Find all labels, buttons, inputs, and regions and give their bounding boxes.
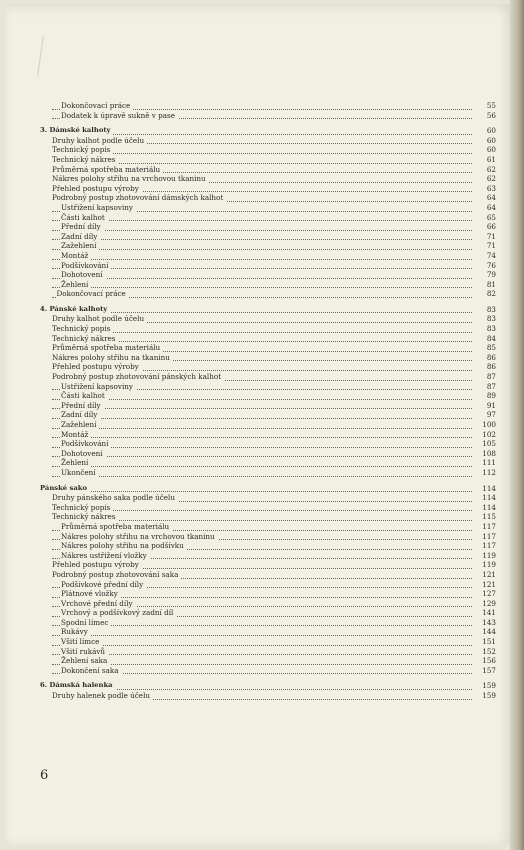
toc-entry-row <box>6 343 510 353</box>
toc-entry-row <box>6 430 510 440</box>
toc-entry-label: Druhy pánského saka podle účelu <box>52 493 178 503</box>
toc-entry-row <box>6 570 510 580</box>
toc-entry-label: Technický nákres <box>52 155 118 165</box>
toc-entry-row <box>6 599 510 609</box>
toc-entry-row <box>6 618 510 628</box>
toc-entry-row <box>6 289 510 299</box>
toc-entry-label: Ukončení <box>61 468 99 478</box>
toc-entry-label: Přehled postupu výroby <box>52 184 142 194</box>
toc-leader-dots <box>52 446 472 448</box>
toc-page-number: 76 <box>477 261 496 271</box>
paper-crease <box>37 36 49 77</box>
toc-entry-row <box>6 324 510 334</box>
toc-page-number: 83 <box>477 324 496 334</box>
toc-entry-row <box>6 184 510 194</box>
toc-entry-row <box>6 627 510 637</box>
toc-page-number: 117 <box>477 541 496 551</box>
toc-entry-label: Montáž <box>61 251 91 261</box>
toc-leader-dots <box>52 634 472 636</box>
toc-entry-row <box>6 261 510 271</box>
toc-page-number: 152 <box>477 647 496 657</box>
toc-page-number: 64 <box>477 193 496 203</box>
toc-entry-row <box>6 532 510 542</box>
toc-entry-label: Pánské sako <box>40 484 90 494</box>
toc-entry-label: Montáž <box>61 430 91 440</box>
toc-page-number: 79 <box>477 270 496 280</box>
toc-page-number: 56 <box>477 111 496 121</box>
toc-leader-dots <box>52 398 472 400</box>
toc-leader-dots <box>52 509 472 511</box>
toc-section-row <box>6 126 510 136</box>
toc-leader-dots <box>52 133 472 135</box>
toc-entry-label: Podšívkování <box>61 439 111 449</box>
toc-entry-row <box>6 560 510 570</box>
toc-entry-label: Rukávy <box>61 627 91 637</box>
toc-entry-row <box>6 449 510 459</box>
toc-page-number: 102 <box>477 430 496 440</box>
toc-entry-label: Přehled postupu výroby <box>52 560 142 570</box>
toc-page-number: 127 <box>477 589 496 599</box>
toc-leader-dots <box>52 267 472 269</box>
toc-leader-dots <box>52 238 472 240</box>
toc-page-number: 143 <box>477 618 496 628</box>
toc-entry-label: Všití límce <box>61 637 102 647</box>
toc-page-number: 111 <box>477 458 496 468</box>
toc-entry-label: Podšívkování <box>61 261 111 271</box>
toc-entry-label: Zadní díly <box>61 232 100 242</box>
toc-entry-label: Části kalhot <box>61 391 108 401</box>
toc-entry-label: Nákres polohy střihu na podšívku <box>61 541 187 551</box>
toc-entry-row <box>6 503 510 513</box>
toc-page-number: 117 <box>477 522 496 532</box>
toc-entry-row <box>6 439 510 449</box>
toc-leader-dots <box>52 663 472 665</box>
toc-page-number: 85 <box>477 343 496 353</box>
toc-page-number: 60 <box>477 136 496 146</box>
toc-leader-dots <box>52 248 472 250</box>
toc-entry-label: Vrchové přední díly <box>61 599 136 609</box>
toc-page-number: 83 <box>477 305 496 315</box>
toc-entry-label: Zadní díly <box>61 410 100 420</box>
page-number: 6 <box>40 768 49 783</box>
toc-entry-row <box>6 580 510 590</box>
toc-entry-label: Nákres polohy střihu na vrchovou tkaninu <box>52 174 209 184</box>
toc-page-number: 117 <box>477 532 496 542</box>
toc-entry-label: Druhy kalhot podle účelu <box>52 136 147 146</box>
toc-section-row <box>6 681 510 691</box>
toc-entry-row <box>6 203 510 213</box>
toc-leader-dots <box>52 490 472 492</box>
toc-entry-label: Druhy halenek podle účelu <box>52 691 153 701</box>
toc-entry-label: 3. Dámské kalhoty <box>40 126 113 136</box>
toc-page-number: 112 <box>477 468 496 478</box>
toc-page-number: 71 <box>477 241 496 251</box>
toc-page-number: 156 <box>477 656 496 666</box>
toc-entry-label: Přední díly <box>61 222 104 232</box>
toc-entry-label: Dokončení saka <box>61 666 122 676</box>
toc-entry-row <box>6 468 510 478</box>
toc-entry-label: Žehlení <box>61 280 91 290</box>
toc-entry-row <box>6 522 510 532</box>
toc-entry-row <box>6 213 510 223</box>
toc-entry-row <box>6 241 510 251</box>
toc-entry-row <box>6 334 510 344</box>
toc-page-number: 62 <box>477 165 496 175</box>
toc-entry-label: Zažehlení <box>61 241 99 251</box>
toc-entry-row <box>6 656 510 666</box>
toc-entry-row <box>6 136 510 146</box>
toc-page-number: 121 <box>477 570 496 580</box>
toc-entry-row <box>6 551 510 561</box>
toc-entry-row <box>6 251 510 261</box>
toc-entry-label: Přehled postupu výroby <box>52 362 142 372</box>
toc-entry-label: Podrobný postup zhotovování dámských kalhot <box>52 193 226 203</box>
toc-page-number: 114 <box>477 503 496 513</box>
toc-leader-dots <box>52 152 472 154</box>
toc-entry-label: Druhy kalhot podle účelu <box>52 314 147 324</box>
toc-entry-row <box>6 270 510 280</box>
toc-page-number: 119 <box>477 551 496 561</box>
toc-entry-label: Dokončovací práce <box>57 289 129 299</box>
toc-entry-row <box>6 512 510 522</box>
toc-leader-dots <box>52 465 472 467</box>
page-edge <box>510 0 524 850</box>
toc-entry-label: Všití rukávů <box>61 647 108 657</box>
toc-page-number: 55 <box>477 101 496 111</box>
toc-entry-row <box>6 401 510 411</box>
toc-entry-label: Technický nákres <box>52 334 118 344</box>
toc-page-number: 62 <box>477 174 496 184</box>
book-page <box>6 4 510 844</box>
toc-page-number: 97 <box>477 410 496 420</box>
toc-entry-row <box>6 691 510 701</box>
toc-page-number: 60 <box>477 126 496 136</box>
toc-entry-label: Technický popis <box>52 145 113 155</box>
toc-entry-label: Dodatek k úpravě sukně v pase <box>61 111 178 121</box>
toc-leader-dots <box>52 427 472 429</box>
toc-leader-dots <box>52 455 472 457</box>
toc-entry-row <box>6 541 510 551</box>
toc-entry-label: Technický popis <box>52 324 113 334</box>
toc-leader-dots <box>52 644 472 646</box>
toc-page-number: 114 <box>477 484 496 494</box>
toc-entry-row <box>6 391 510 401</box>
toc-page-number: 108 <box>477 449 496 459</box>
toc-leader-dots <box>52 407 472 409</box>
toc-page-number: 61 <box>477 155 496 165</box>
toc-page-number: 82 <box>477 289 496 299</box>
toc-entry-label: Průměrná spotřeba materiálu <box>61 522 172 532</box>
toc-entry-row <box>6 647 510 657</box>
toc-entry-row <box>6 458 510 468</box>
toc-entry-label: Žehlení saka <box>61 656 110 666</box>
toc-entry-row <box>6 372 510 382</box>
toc-entry-row <box>6 493 510 503</box>
toc-entry-row <box>6 353 510 363</box>
toc-entry-row <box>6 362 510 372</box>
toc-entry-label: Nákres ustřižení vložky <box>61 551 150 561</box>
table-of-contents <box>6 101 510 701</box>
toc-entry-row <box>6 155 510 165</box>
toc-entry-label: Technický popis <box>52 503 113 513</box>
toc-entry-row <box>6 193 510 203</box>
toc-leader-dots <box>52 286 472 288</box>
toc-entry-row <box>6 174 510 184</box>
toc-entry-label: Průměrná spotřeba materiálu <box>52 165 163 175</box>
toc-entry-row <box>6 280 510 290</box>
toc-page-number: 83 <box>477 314 496 324</box>
toc-page-number: 157 <box>477 666 496 676</box>
toc-entry-row <box>6 608 510 618</box>
toc-page-number: 87 <box>477 372 496 382</box>
toc-leader-dots <box>52 258 472 260</box>
toc-entry-row <box>6 420 510 430</box>
toc-entry-row <box>6 589 510 599</box>
toc-entry-label: Žehlení <box>61 458 91 468</box>
toc-leader-dots <box>52 229 472 231</box>
toc-entry-row <box>6 410 510 420</box>
toc-entry-label: Dokončovací práce <box>61 101 133 111</box>
toc-page-number: 84 <box>477 334 496 344</box>
toc-page-number: 115 <box>477 512 496 522</box>
toc-entry-label: Spodní límec <box>61 618 111 628</box>
toc-page-number: 60 <box>477 145 496 155</box>
toc-page-number: 159 <box>477 681 496 691</box>
toc-entry-row <box>6 111 510 121</box>
toc-entry-label: Zažehlení <box>61 420 99 430</box>
toc-entry-label: Části kalhot <box>61 213 108 223</box>
toc-page-number: 86 <box>477 362 496 372</box>
toc-page-number: 144 <box>477 627 496 637</box>
toc-entry-label: Podrobný postup zhotovování pánských kalhot <box>52 372 224 382</box>
toc-page-number: 114 <box>477 493 496 503</box>
toc-page-number: 86 <box>477 353 496 363</box>
toc-entry-label: Ustřižení kapsoviny <box>61 382 136 392</box>
toc-leader-dots <box>52 653 472 655</box>
toc-entry-row <box>6 637 510 647</box>
toc-page-number: 105 <box>477 439 496 449</box>
toc-page-number: 129 <box>477 599 496 609</box>
toc-entry-label: Nákres polohy střihu na vrchovou tkaninu <box>61 532 218 542</box>
toc-leader-dots <box>52 277 472 279</box>
toc-entry-label: Technický nákres <box>52 512 118 522</box>
toc-leader-dots <box>52 624 472 626</box>
toc-entry-label: Dohotovení <box>61 449 106 459</box>
toc-page-number: 65 <box>477 213 496 223</box>
toc-leader-dots <box>52 219 472 221</box>
toc-section-row <box>6 484 510 494</box>
toc-page-number: 71 <box>477 232 496 242</box>
toc-entry-label: 6. Dámská halenka <box>40 681 116 691</box>
toc-entry-label: Podrobný postup zhotovování saka <box>52 570 181 580</box>
toc-entry-label: Plátnové vložky <box>61 589 121 599</box>
toc-page-number: 89 <box>477 391 496 401</box>
toc-entry-label: Vrchový a podšívkový zadní díl <box>61 608 176 618</box>
toc-leader-dots <box>52 311 472 313</box>
toc-leader-dots <box>52 417 472 419</box>
toc-entry-label: Ustřižení kapsoviny <box>61 203 136 213</box>
toc-entry-row <box>6 232 510 242</box>
toc-entry-label: Nákres polohy střihu na tkaninu <box>52 353 173 363</box>
toc-entry-label: Podšívkové přední díly <box>61 580 146 590</box>
toc-entry-label: Průměrná spotřeba materiálu <box>52 343 163 353</box>
toc-page-number: 63 <box>477 184 496 194</box>
toc-page-number: 151 <box>477 637 496 647</box>
toc-page-number: 74 <box>477 251 496 261</box>
toc-page-number: 141 <box>477 608 496 618</box>
toc-entry-row <box>6 382 510 392</box>
toc-entry-row <box>6 165 510 175</box>
toc-entry-row <box>6 666 510 676</box>
toc-entry-label: 4. Pánské kalhoty <box>40 305 110 315</box>
toc-page-number: 121 <box>477 580 496 590</box>
toc-leader-dots <box>52 475 472 477</box>
toc-section-row <box>6 305 510 315</box>
toc-page-number: 91 <box>477 401 496 411</box>
toc-entry-label: Přední díly <box>61 401 104 411</box>
toc-page-number: 66 <box>477 222 496 232</box>
toc-leader-dots <box>52 331 472 333</box>
toc-entry-row <box>6 101 510 111</box>
toc-page-number: 100 <box>477 420 496 430</box>
toc-leader-dots <box>52 436 472 438</box>
toc-entry-row <box>6 314 510 324</box>
toc-entry-label: Dohotovení <box>61 270 106 280</box>
toc-entry-row <box>6 145 510 155</box>
toc-page-number: 81 <box>477 280 496 290</box>
toc-page-number: 64 <box>477 203 496 213</box>
toc-entry-row <box>6 222 510 232</box>
toc-page-number: 87 <box>477 382 496 392</box>
toc-page-number: 119 <box>477 560 496 570</box>
toc-page-number: 159 <box>477 691 496 701</box>
